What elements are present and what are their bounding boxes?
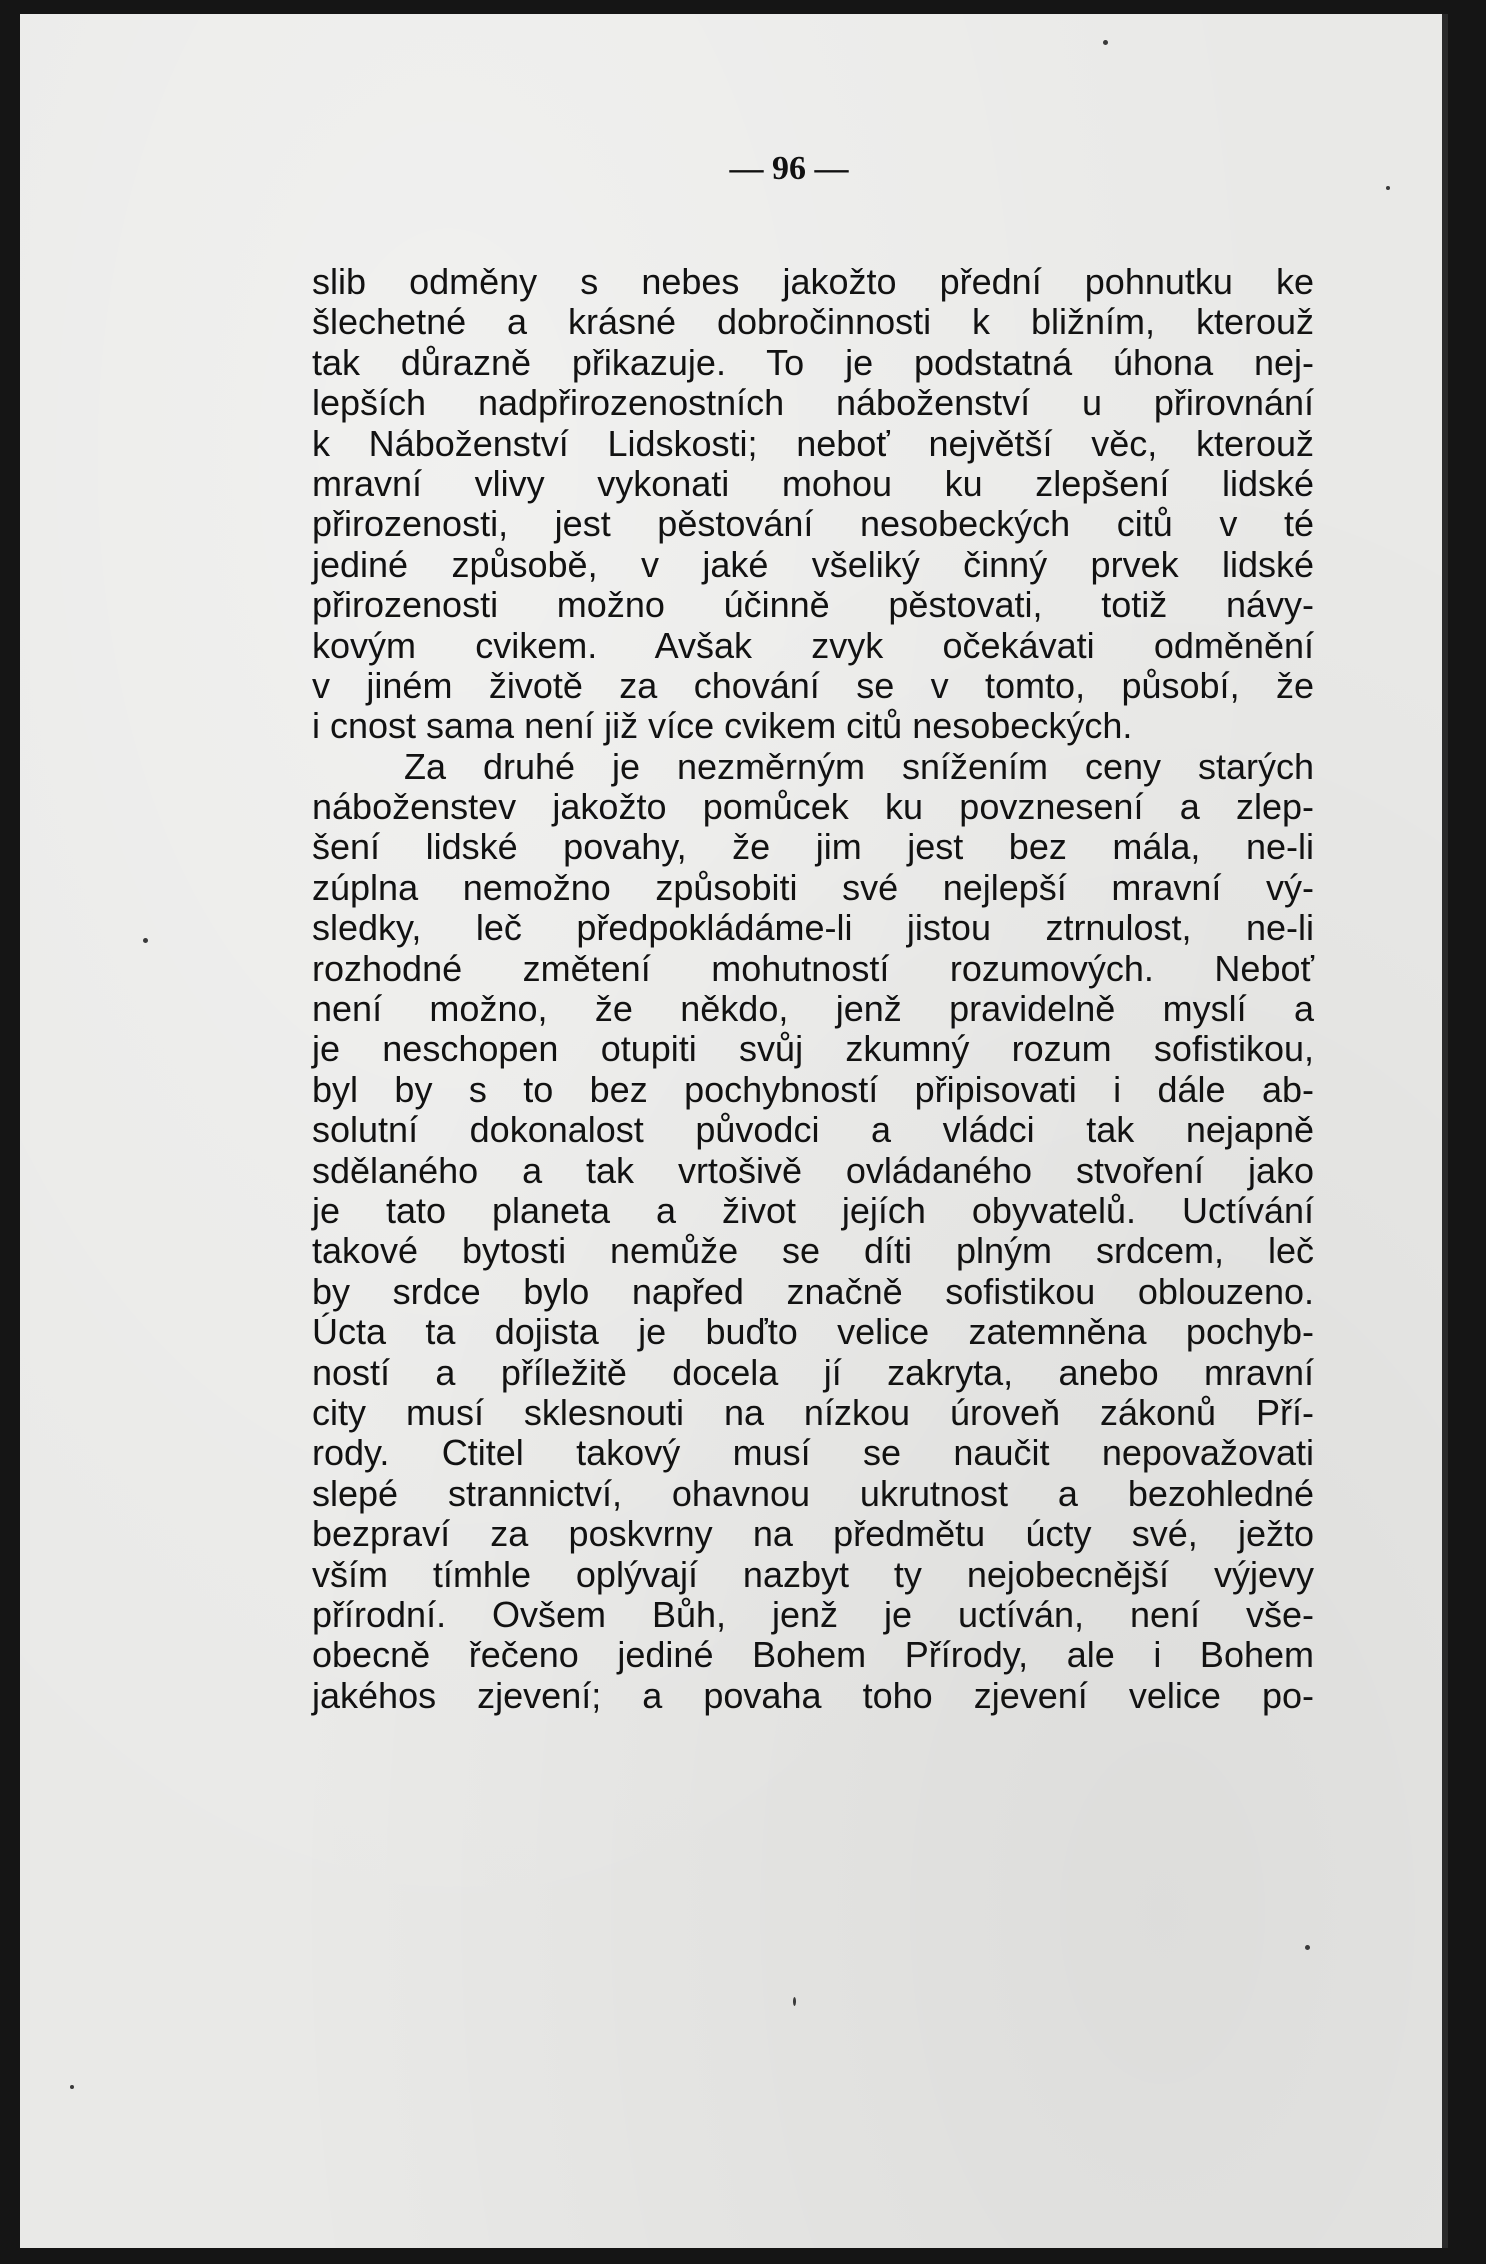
text-line: slepé strannictví, ohavnou ukrutnost a bezohledné <box>312 1472 1314 1514</box>
text-line: bezpraví za poskvrny na předmětu úcty své, ježto <box>312 1513 1314 1555</box>
paper-speck <box>1305 1945 1310 1950</box>
text-line: solutní dokonalost původci a vládci tak nejapně <box>312 1109 1314 1151</box>
text-line: rozhodné změtení mohutností rozumových. Neboť <box>312 947 1314 989</box>
text-line: slib odměny s nebes jakožto přední pohnutku ke <box>312 261 1314 302</box>
text-line: přirozenosti možno účinně pěstovati, totiž návy- <box>312 584 1314 626</box>
text-line: vším tímhle oplývají nazbyt ty nejobecnější výjevy <box>312 1553 1314 1595</box>
text-line: takové bytosti nemůže se díti plným srdcem, leč <box>312 1230 1314 1272</box>
text-line: tak důrazně přikazuje. To je podstatná úhona nej- <box>312 341 1314 383</box>
text-line: je tato planeta a život jejích obyvatelů. Uctívání <box>312 1189 1314 1231</box>
text-line: není možno, že někdo, jenž pravidelně myslí a <box>312 988 1314 1030</box>
text-line: k Náboženství Lidskosti; neboť největší věc, kterouž <box>312 422 1314 464</box>
text-line: kovým cvikem. Avšak zvyk očekávati odměnění <box>312 624 1314 666</box>
text-line: mravní vlivy vykonati mohou ku zlepšení lidské <box>312 462 1314 504</box>
text-line: přírodní. Ovšem Bůh, jenž je uctíván, není vše- <box>312 1593 1314 1635</box>
paper-speck <box>793 1997 796 2006</box>
text-line: byl by s to bez pochybností připisovati i dále ab- <box>312 1068 1314 1110</box>
text-line: city musí sklesnouti na nízkou úroveň zákonů Pří- <box>312 1391 1314 1433</box>
paper-speck <box>70 2085 74 2089</box>
text-line: v jiném životě za chování se v tomto, působí, že <box>312 664 1314 706</box>
text-line: obecně řečeno jediné Bohem Přírody, ale i Bohem <box>312 1634 1314 1676</box>
body-text <box>312 262 1314 1716</box>
text-line: jediné způsobě, v jaké všeliký činný prvek lidské <box>312 543 1314 585</box>
paper-speck <box>1103 40 1108 45</box>
text-line: Úcta ta dojista je buďto velice zatemněna pochyb- <box>312 1311 1314 1353</box>
text-line: rody. Ctitel takový musí se naučit nepovažovati <box>312 1432 1314 1474</box>
page-number: — 96 — <box>729 150 849 187</box>
page-edge-shadow <box>1442 14 1448 2248</box>
text-line: sdělaného a tak vrtošivě ovládaného stvoření jako <box>312 1149 1314 1191</box>
text-line: zúplna nemožno způsobiti své nejlepší mravní vý- <box>312 866 1314 908</box>
text-line: šlechetné a krásné dobročinnosti k bližním, kterouž <box>312 301 1314 343</box>
text-line: ností a příležitě docela jí zakryta, anebo mravní <box>312 1351 1314 1393</box>
text-line: sledky, leč předpokládáme-li jistou ztrnulost, ne-li <box>312 907 1314 949</box>
text-line: šení lidské povahy, že jim jest bez mála, ne-li <box>312 826 1314 868</box>
text-line: lepších nadpřirozenostních náboženství u přirovnání <box>312 382 1314 424</box>
text-line: náboženstev jakožto pomůcek ku povznesení a zlep- <box>312 786 1314 828</box>
paragraph-end-line: i cnost sama není již více cvikem citů nesobeckých. <box>312 705 1133 747</box>
paper-speck <box>143 938 148 943</box>
paragraph-start-line: Za druhé je nezměrným snížením ceny starých <box>404 745 1314 787</box>
text-line: přirozenosti, jest pěstování nesobeckých citů v té <box>312 503 1314 545</box>
text-line: je neschopen otupiti svůj zkumný rozum sofistikou, <box>312 1028 1314 1070</box>
text-line: by srdce bylo napřed značně sofistikou oblouzeno. <box>312 1270 1314 1312</box>
text-line: jakéhos zjevení; a povaha toho zjevení velice po- <box>312 1674 1314 1716</box>
